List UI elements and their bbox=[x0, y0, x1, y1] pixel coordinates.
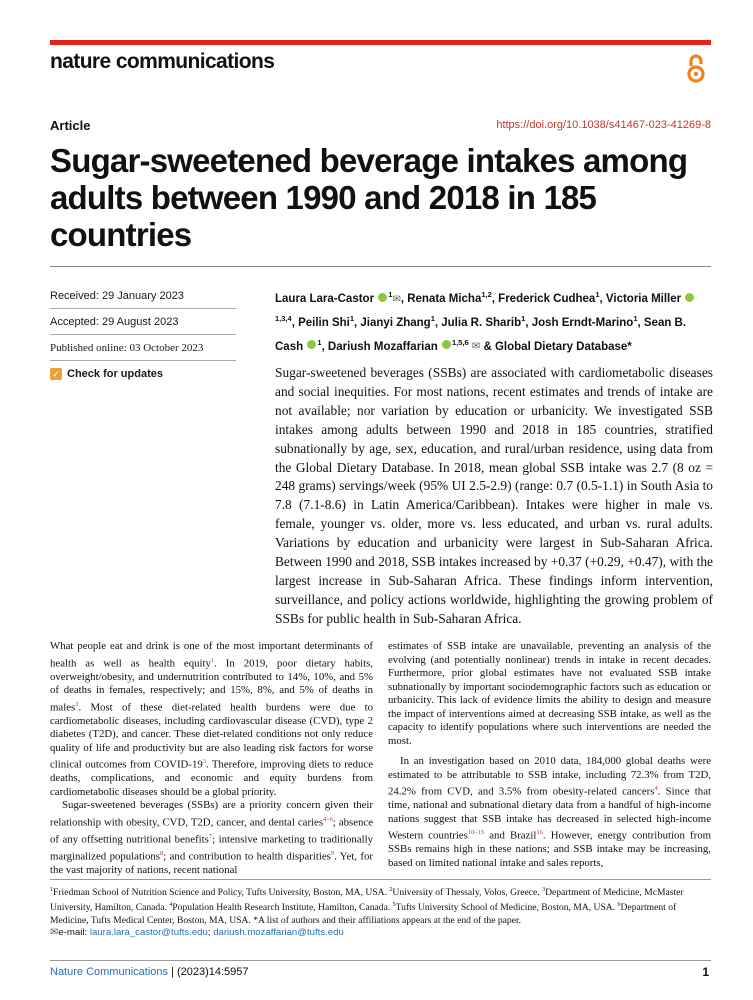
accepted-date: Accepted: 29 August 2023 bbox=[50, 309, 236, 335]
received-date: Received: 29 January 2023 bbox=[50, 283, 236, 309]
affiliation-divider bbox=[50, 879, 711, 880]
reference-link[interactable]: 7 bbox=[208, 832, 213, 840]
author-list: Laura Lara-Castor $^1$✉, Renata Micha$^{1,2}$, Frederick Cudhea$^1$, Victoria Miller $^{1,3,4}$, Peilin Shi$^1$, Jianyi Zhang$^1$, Julia R. Sharib$^1$, Josh Erndt-Marino$^1$, Sean B. Cash $^1$, Dariush Mozaffarian $^{1,5,6}$ ✉ & Global Dietary Database* bbox=[275, 285, 715, 356]
corresponding-emails: ✉e-mail: laura.lara_castor@tufts.edu; dariush.mozaffarian@tufts.edu bbox=[50, 926, 344, 938]
top-divider bbox=[50, 266, 711, 267]
orcid-icon[interactable] bbox=[442, 340, 451, 349]
author-name[interactable]: Laura Lara-Castor bbox=[275, 292, 375, 305]
open-access-icon[interactable] bbox=[683, 52, 709, 84]
article-title: Sugar-sweetened beverage intakes among adults between 1990 and 2018 in 185 countries bbox=[50, 142, 688, 253]
reference-link[interactable]: 16 bbox=[536, 829, 543, 837]
reference-link[interactable]: 1 bbox=[210, 656, 215, 664]
author-name[interactable]: , Dariush Mozaffarian bbox=[321, 340, 438, 353]
email-link[interactable]: laura.lara_castor@tufts.edu bbox=[89, 926, 208, 938]
author-name[interactable]: , Sean B. Cash bbox=[275, 316, 687, 353]
reference-link[interactable]: 4 bbox=[654, 785, 658, 792]
page-number: 1 bbox=[702, 965, 709, 979]
orcid-icon[interactable] bbox=[685, 293, 694, 302]
body-paragraph: What people eat and drink is one of the most important determinants of health as well as health equity$^1$. In 2019, poor dietary habits, overweight/obesity, and undernutrition contributed to 14%, 10%, and 5% of deaths in females, respectively; and 15%, 8%, and 5% of deaths in males$^2$. Most of these diet-related health burdens were due to cardiometabolic diseases, including cardiovascular disease (CVD), type 2 diabetes (T2D), and cancer. These diet-related conditions not only reduce quality of life and productivity but are also leading risk factors for worse clinical outcomes from COVID-$19^3$. Therefore, improving diets to reduce deaths, complications, and economic and equity burdens from cardiometabolic diseases should be a global priority. bbox=[50, 640, 373, 798]
footer-citation: Nature Communications | (2023)14:5957 bbox=[50, 966, 249, 978]
author-name[interactable]: , Julia R. Sharib bbox=[434, 316, 522, 329]
affiliations: $^1$Friedman School of Nutrition Science and Policy, Tufts University, Boston, MA, USA. $^2$University of Thessaly, Volos, Greece. $^3$Department of Medicine, McMaster University, Hamilton, Canada. $^4$Population Health Research Institute, Hamilton, Canada. $^5$Tufts University School of Medicine, Boston, MA, USA. $^6$Department of Medicine, Tufts Medical Center, Boston, MA, USA. *A list of authors and their affiliations appears at the end of the paper. ✉e-mail: laura.lara_castor@tufts.edu; dariush.mozaffarian@tufts.edu bbox=[50, 884, 715, 939]
reference-link[interactable]: 8 bbox=[159, 849, 164, 857]
author-name[interactable]: , Jianyi Zhang bbox=[354, 316, 431, 329]
footer-journal-link[interactable]: Nature Communications bbox=[50, 966, 168, 978]
abstract: Sugar-sweetened beverages (SSBs) are associated with cardiometabolic diseases and social inequities. For most nations, recent estimates and trends of intake are not available; nor variation by education or urbanicity. We investigated SSB intakes among adults between 1990 and 2018 in 185 countries, stratified subnationally by age, sex, education, and rural/urban residence, using data from the Global Dietary Database. In 2018, mean global SSB intake was 2.7 (8 oz = 248 grams) servings/week (95% UI 2.5-2.9) (range: 0.7 (0.5-1.1) in South Asia to 7.8 (7.1-8.6) in Latin America/Caribbean). Intakes were higher in male vs. female, younger vs. older, more vs. less educated, and urban vs. rural adults. Variations by education and urbanicity were largest in Sub-Saharan Africa. Between 1990 and 2018, SSB intakes increased by +0.37 (+0.29, +0.47), with the largest increase in Sub-Saharan Africa. These findings inform intervention, surveillance, and policy actions worldwide, highlighting the growing problem of SSBs for public health in Sub-Saharan Africa. bbox=[275, 365, 713, 626]
email-icon[interactable]: ✉ bbox=[471, 341, 481, 353]
email-icon: ✉ bbox=[50, 926, 59, 938]
body-paragraph: estimates of SSB intake are unavailable, preventing an analysis of the evolving (and potentially nonlinear) trends in intake in recent decades. Furthermore, prior global estimates have not evaluated SSB intake subnationally by important sociodemographic factors such as education or urbanicity. This lack of evidence limits the ability to design and measure the impact of interventions aimed at decreasing SSB intake, as well as the capacity to identify populations where such interventions are needed the most. bbox=[388, 640, 711, 747]
body-paragraph: Sugar-sweetened beverages (SSBs) are a priority concern given their relationship with obesity, CVD, T2D, cancer, and dental caries$^{4-6}$; absence of any offsetting nutritional benefits$^7$; intensive marketing to traditionally marginalized populations$^8$; and contribution to health disparities$^9$. Yet, for the vast majority of nations, recent national bbox=[50, 799, 374, 877]
author-name[interactable]: , Josh Erndt-Marino bbox=[525, 316, 634, 329]
article-type-label: Article bbox=[50, 118, 91, 133]
doi-link[interactable]: https://doi.org/10.1038/s41467-023-41269-8 bbox=[496, 119, 711, 131]
header-red-bar bbox=[50, 40, 711, 45]
consortium-name[interactable]: & Global Dietary Database* bbox=[480, 340, 632, 353]
body-paragraph: In an investigation based on 2010 data, 184,000 global deaths were estimated to be attributable to SSB intake, including 72.3% from T2D, 24.2% from CVD, and 3.5% from obesity-related cancers$^4$. Since that time, national and subnational dietary data from a handful of high-income nations suggest that SSB intake has decreased in selected high-income Western countries$^{10-15}$ and Brazil$^{16}$. However, energy contribution from SSBs remains high in these nations; and SSB intake may be increasing, based on limited national intake and sales reports, bbox=[388, 755, 711, 869]
orcid-icon[interactable] bbox=[378, 293, 387, 302]
reference-link[interactable]: 2 bbox=[75, 700, 79, 708]
published-date: Published online: 03 October 2023 bbox=[50, 335, 236, 361]
journal-name: nature communications bbox=[50, 50, 275, 73]
reference-link[interactable]: 4–6 bbox=[323, 815, 333, 823]
check-updates-icon: ✓ bbox=[50, 368, 62, 380]
author-name[interactable]: , Renata Micha bbox=[400, 292, 482, 305]
body-column-left bbox=[50, 640, 373, 878]
reference-link[interactable]: 10–15 bbox=[467, 829, 485, 837]
email-link[interactable]: dariush.mozaffarian@tufts.edu bbox=[213, 926, 344, 938]
author-name[interactable]: , Victoria Miller bbox=[599, 292, 682, 305]
reference-link[interactable]: 3 bbox=[202, 758, 206, 766]
article-history bbox=[50, 283, 236, 387]
orcid-icon[interactable] bbox=[307, 340, 316, 349]
footer-divider bbox=[50, 960, 711, 961]
author-name[interactable]: , Peilin Shi bbox=[291, 316, 350, 329]
body-column-right bbox=[388, 640, 711, 870]
author-name[interactable]: , Frederick Cudhea bbox=[491, 292, 596, 305]
reference-link[interactable]: 9 bbox=[330, 849, 335, 857]
email-icon[interactable]: ✉ bbox=[392, 293, 401, 305]
check-for-updates-button[interactable]: ✓ Check for updates bbox=[50, 361, 236, 387]
